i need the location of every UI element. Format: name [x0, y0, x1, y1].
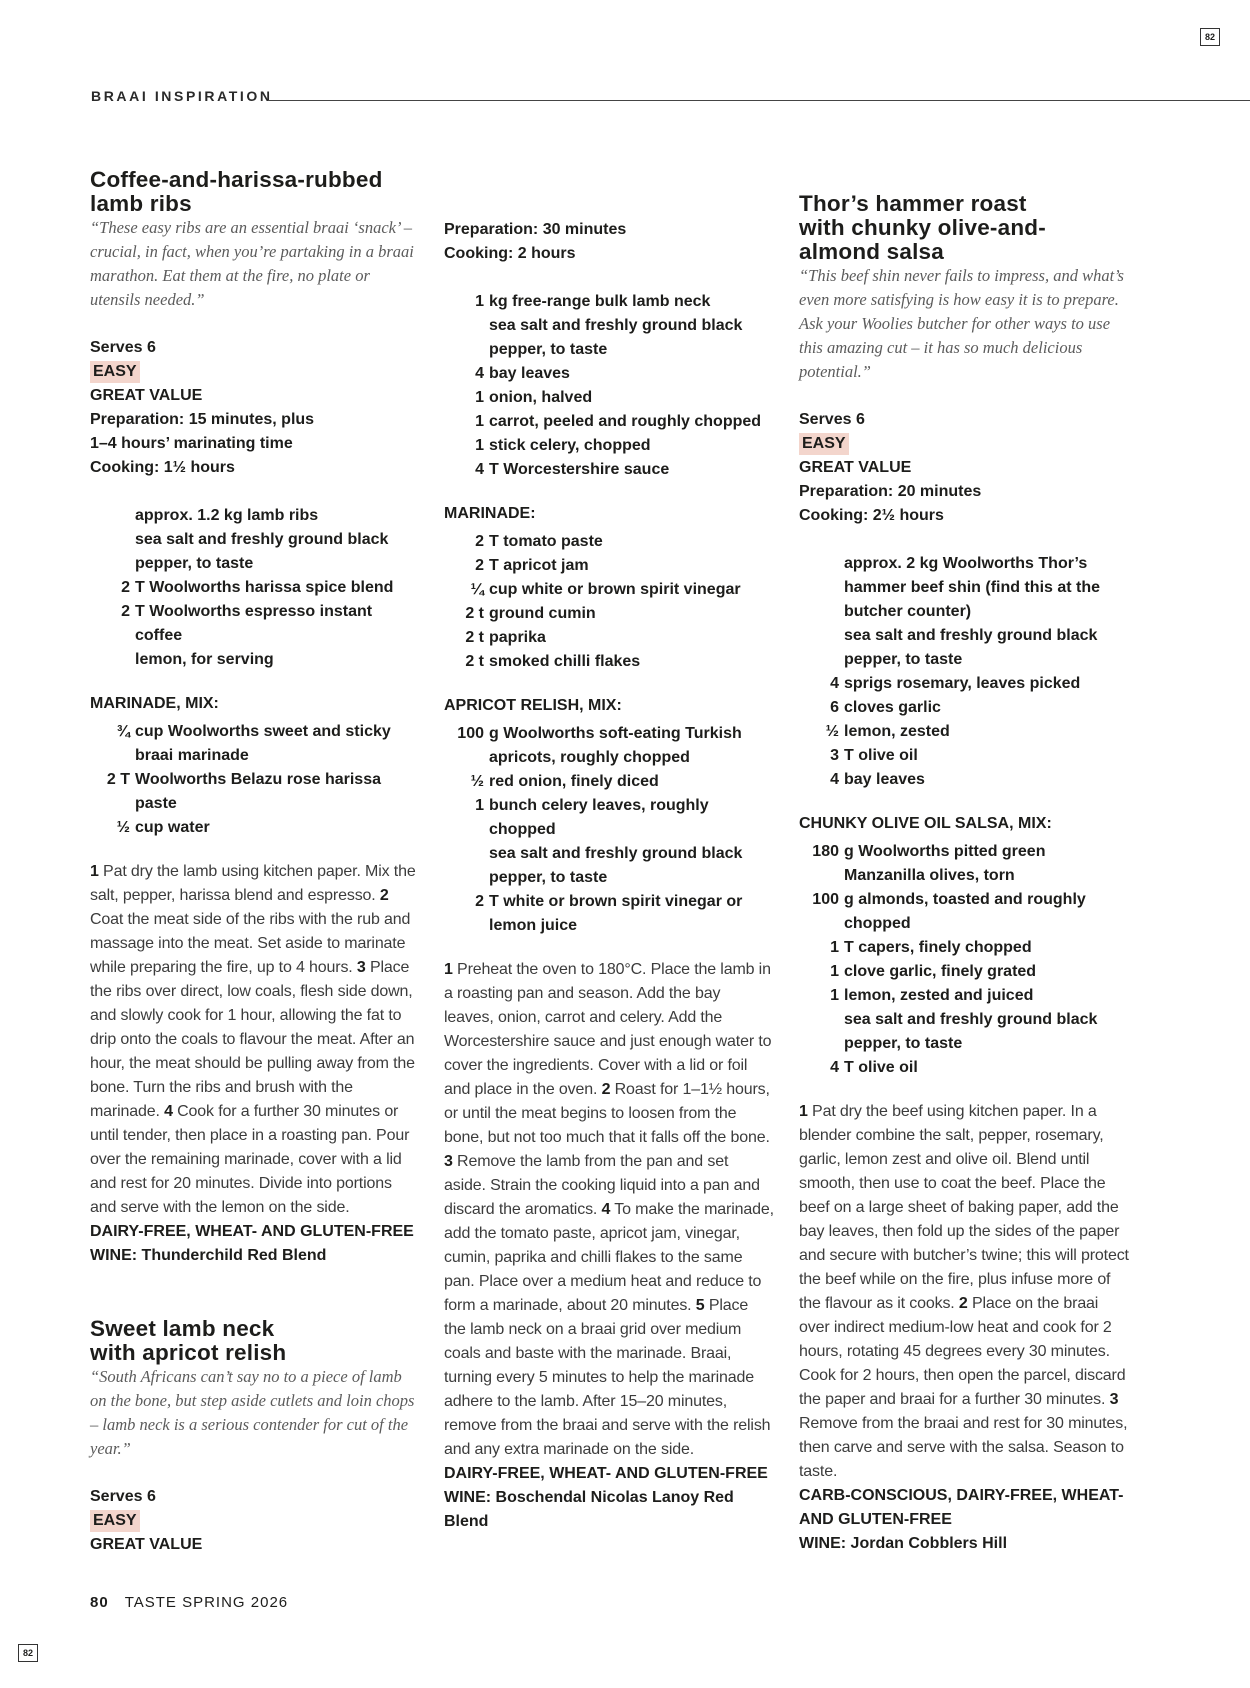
section-label: BRAAI INSPIRATION	[91, 88, 273, 104]
ingredient-item: sea salt and freshly ground black pepper, to taste	[135, 531, 389, 572]
recipe-title: Coffee-and-harissa-rubbed lamb ribs	[90, 167, 383, 216]
ingredient-item: 2 T Woolworths espresso instant coffee	[121, 603, 373, 644]
ingredient-list	[90, 720, 420, 840]
ingredient-item: 1 lemon, zested and juiced	[830, 987, 1034, 1004]
column-1	[90, 168, 420, 1268]
ingredient-item: 2 t smoked chilli flakes	[465, 653, 641, 670]
ingredient-item: 4 bay leaves	[475, 365, 570, 382]
ingredient-item: ½ red onion, finely diced	[470, 773, 659, 790]
value-tag: GREAT VALUE	[90, 1536, 203, 1553]
timing-line: Preparation: 20 minutes	[799, 483, 982, 500]
ingredient-item: 3 T olive oil	[830, 747, 918, 764]
ingredient-item: 6 cloves garlic	[830, 699, 941, 716]
recipe-title: Sweet lamb neck with apricot relish	[90, 1316, 287, 1365]
ingredient-item: ¾ cup Woolworths sweet and sticky braai marinade	[116, 723, 391, 764]
ingredient-item: 2 t paprika	[465, 629, 546, 646]
timing-line: Cooking: 2 hours	[444, 245, 576, 262]
page-footer	[90, 1594, 288, 1611]
ingredient-item: sea salt and freshly ground black pepper, to taste	[489, 317, 743, 358]
timing-line: 1–4 hours’ marinating time	[90, 435, 293, 452]
recipe-meta	[90, 1485, 420, 1557]
ingredient-item: 2 T tomato paste	[475, 533, 603, 550]
serves: Serves 6	[90, 339, 156, 356]
magazine-issue: TASTE SPRING 2026	[124, 1594, 289, 1611]
ingredient-item: 1 T capers, finely chopped	[830, 939, 1032, 956]
sub-heading: APRICOT RELISH, MIX:	[444, 697, 622, 714]
ingredient-item: ¼ cup white or brown spirit vinegar	[470, 581, 741, 598]
wine-pairing: WINE: Jordan Cobblers Hill	[799, 1535, 1008, 1552]
dietary-tag: DAIRY-FREE, WHEAT- AND GLUTEN-FREE	[444, 1465, 768, 1482]
ingredient-item: sea salt and freshly ground black pepper, to taste	[489, 845, 743, 886]
recipe-meta	[444, 218, 774, 266]
method-text: 1 Pat dry the lamb using kitchen paper. Mix the salt, pepper, harissa blend and espresso. 2 Coat the meat side of the ribs with the rub and massage into the meat. Set aside to marinate while preparing the fire, up to 4 hours. 3 Place the ribs over direct, low coals, flesh side down, and slowly cook for 1 hour, allowing the fat to drip onto the coals to flavour the meat. After an hour, the meat should be pulling away from the bone. Turn the ribs and brush with the marinade. 4 Cook for a further 30 minutes or until tender, then place in a roasting pan. Pour over the remaining marinade, cover with a lid and rest for 20 minutes. Divide into portions and serve with the lemon on the side.	[90, 863, 416, 1216]
ingredient-item: lemon, for serving	[135, 651, 274, 668]
recipe-intro: “South Africans can’t say no to a piece of lamb on the bone, but step aside cutlets and loin chops – lamb neck is a serious contender for cut of the year.”	[90, 1367, 415, 1458]
timing-line: Preparation: 15 minutes, plus	[90, 411, 315, 428]
header-rule	[268, 100, 1250, 101]
ingredient-item: sea salt and freshly ground black pepper, to taste	[844, 627, 1098, 668]
ingredient-item: 1 carrot, peeled and roughly chopped	[475, 413, 762, 430]
ingredient-item: 100 g almonds, toasted and roughly chopped	[812, 891, 1086, 932]
method-text: 1 Preheat the oven to 180°C. Place the lamb in a roasting pan and season. Add the bay leaves, onion, carrot and celery. Add the Worcestershire sauce and just enough water to cover the ingredients. Cover with a lid or foil and place in the oven. 2 Roast for 1–1½ hours, or until the meat begins to loosen from the bone, but not too much that it falls off the bone. 3 Remove the lamb from the pan and set aside. Strain the cooking liquid into a pan and discard the aromatics. 4 To make the marinade, add the tomato paste, apricot jam, vinegar, cumin, paprika and chilli flakes to the same pan. Place over a medium heat and reduce to form a marinade, about 20 minutes. 5 Place the lamb neck on a braai grid over medium coals and baste with the marinade. Braai, turning every 5 minutes to help the marinade adhere to the lamb. After 15–20 minutes, remove from the braai and serve with the relish and any extra marinade on the side.	[444, 961, 774, 1458]
ingredient-list	[444, 530, 774, 674]
ingredient-item: 1 bunch celery leaves, roughly chopped	[475, 797, 709, 838]
ingredient-item: 2 t ground cumin	[465, 605, 596, 622]
ingredient-item: 2 T Woolworths Belazu rose harissa paste	[106, 771, 381, 812]
serves: Serves 6	[799, 411, 865, 428]
sub-heading: MARINADE:	[444, 505, 536, 522]
method-text: 1 Pat dry the beef using kitchen paper. In a blender combine the salt, pepper, rosemary, garlic, lemon zest and olive oil. Blend until smooth, then use to coat the beef. Place the beef on a large sheet of baking paper, add the bay leaves, then fold up the sides of the paper and secure with butcher’s twine; this will protect the beef while on the fire, plus infuse more of the flavour as it cooks. 2 Place on the braai over indirect medium-low heat and cook for 2 hours, rotating 45 degrees every 30 minutes. Cook for 2 hours, then open the parcel, discard the paper and braai for a further 30 minutes. 3 Remove from the braai and rest for 30 minutes, then carve and serve with the salsa. Season to taste.	[799, 1103, 1129, 1480]
timing-line: Preparation: 30 minutes	[444, 221, 627, 238]
recipe-intro: “This beef shin never fails to impress, and what’s even more satisfying is how easy it is to prepare. Ask your Woolies butcher for other ways to use this amazing cut – it has so much delicious potential.”	[799, 266, 1124, 381]
difficulty-badge: EASY	[90, 1510, 140, 1532]
ingredient-item: ½ lemon, zested	[825, 723, 950, 740]
ingredient-list	[444, 722, 774, 938]
ingredient-item: 2 T white or brown spirit vinegar or lemon juice	[475, 893, 743, 934]
ingredient-item: 1 stick celery, chopped	[475, 437, 651, 454]
value-tag: GREAT VALUE	[799, 459, 912, 476]
recipe-title: Thor’s hammer roast with chunky olive-and- almond salsa	[799, 191, 1046, 264]
ingredient-item: approx. 1.2 kg lamb ribs	[135, 507, 319, 524]
timing-line: Cooking: 1½ hours	[90, 459, 235, 476]
ingredient-item: 1 clove garlic, finely grated	[830, 963, 1037, 980]
dietary-tag: CARB-CONSCIOUS, DAIRY-FREE, WHEAT- AND GLUTEN-FREE	[799, 1487, 1124, 1528]
recipe-meta	[90, 336, 420, 480]
serves: Serves 6	[90, 1488, 156, 1505]
ingredient-item: 2 T apricot jam	[475, 557, 589, 574]
difficulty-badge: EASY	[90, 361, 140, 383]
recipe-meta	[799, 408, 1129, 528]
difficulty-badge: EASY	[799, 433, 849, 455]
recipe-intro: “These easy ribs are an essential braai ‘snack’ – crucial, in fact, when you’re partaking in a braai marathon. Eat them at the fire, no plate or utensils needed.”	[90, 218, 414, 309]
timing-line: Cooking: 2½ hours	[799, 507, 944, 524]
ingredient-item: 1 onion, halved	[475, 389, 593, 406]
ingredient-item: 4 T olive oil	[830, 1059, 918, 1076]
sub-heading: CHUNKY OLIVE OIL SALSA, MIX:	[799, 815, 1052, 832]
recipe-2-header	[90, 1317, 420, 1557]
column-3	[799, 192, 1129, 1556]
ingredient-item: 1 kg free-range bulk lamb neck	[475, 293, 711, 310]
column-2	[444, 218, 774, 1534]
section-header	[91, 88, 1250, 108]
ingredient-item: 2 T Woolworths harissa spice blend	[121, 579, 394, 596]
page-badge-top: 82	[1200, 28, 1220, 46]
wine-pairing: WINE: Boschendal Nicolas Lanoy Red Blend	[444, 1489, 734, 1530]
ingredient-list	[444, 290, 774, 482]
ingredient-item: 100 g Woolworths soft-eating Turkish apricots, roughly chopped	[457, 725, 742, 766]
page-badge-bottom: 82	[18, 1644, 38, 1662]
ingredient-item: ½ cup water	[116, 819, 210, 836]
ingredient-item: 180 g Woolworths pitted green Manzanilla olives, torn	[812, 843, 1046, 884]
ingredient-item: sea salt and freshly ground black pepper, to taste	[844, 1011, 1098, 1052]
ingredient-item: 4 T Worcestershire sauce	[475, 461, 670, 478]
dietary-tag: DAIRY-FREE, WHEAT- AND GLUTEN-FREE	[90, 1223, 414, 1240]
ingredient-item: approx. 2 kg Woolworths Thor’s hammer beef shin (find this at the butcher counter)	[844, 555, 1101, 620]
ingredient-list	[799, 552, 1129, 792]
sub-heading: MARINADE, MIX:	[90, 695, 219, 712]
ingredient-item: 4 bay leaves	[830, 771, 925, 788]
value-tag: GREAT VALUE	[90, 387, 203, 404]
ingredient-list	[799, 840, 1129, 1080]
ingredient-item: 4 sprigs rosemary, leaves picked	[830, 675, 1081, 692]
page-number: 80	[90, 1594, 109, 1611]
ingredient-list	[90, 504, 420, 672]
wine-pairing: WINE: Thunderchild Red Blend	[90, 1247, 327, 1264]
